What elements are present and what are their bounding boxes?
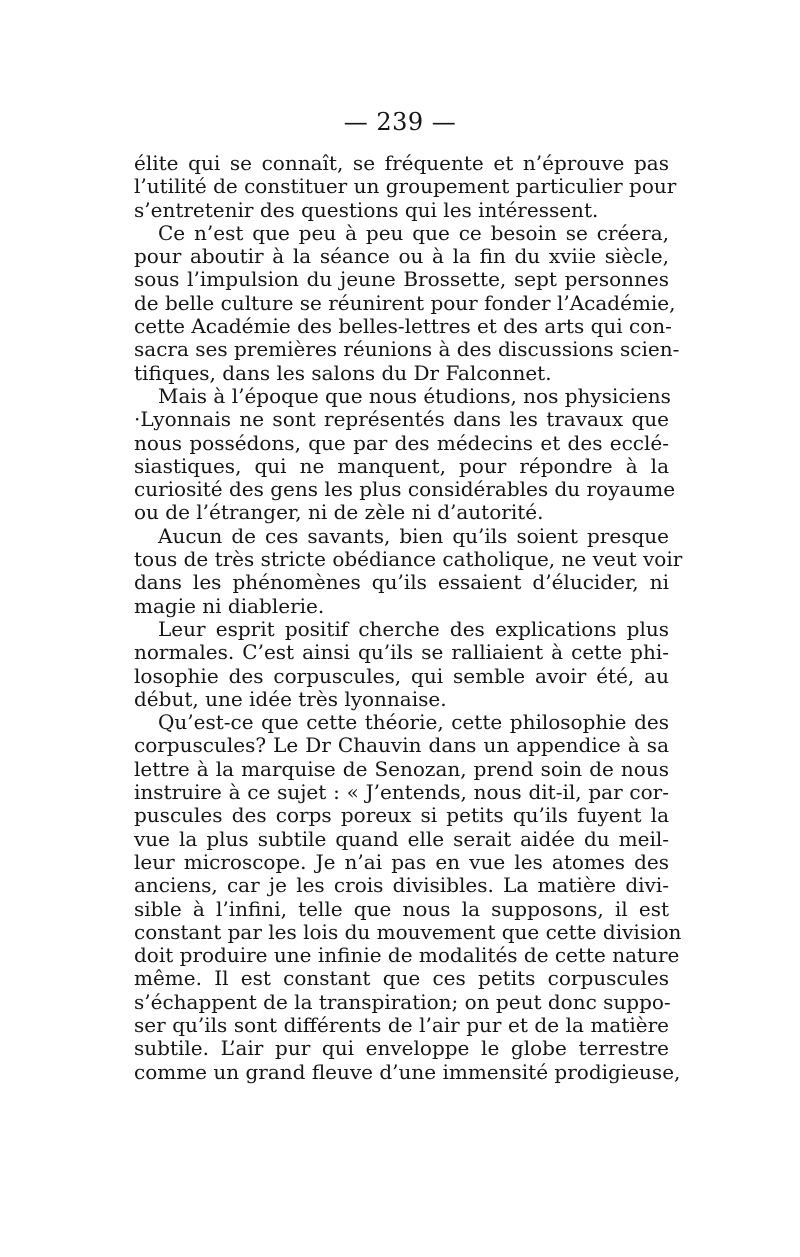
text-line: siastiques, qui ne manquent, pour répondre à la <box>134 453 669 478</box>
text-line: ou de l’étranger, ni de zèle ni d’autorité. <box>134 500 544 525</box>
page-number: — 239 — <box>343 108 457 136</box>
text-line: cette Académie des belles-lettres et des arts qui con- <box>134 314 672 339</box>
text-line: corpuscules? Le Dr Chauvin dans un appendice à sa <box>134 733 669 758</box>
text-line: pour aboutir à la séance ou à la fin du xviie siècle, <box>134 244 669 269</box>
text-line: l’utilité de constituer un groupement particulier pour <box>134 174 677 199</box>
text-line: Ce n’est que peu à peu que ce besoin se créera, <box>158 220 669 245</box>
text-line: début, une idée très lyonnaise. <box>134 686 447 711</box>
text-line: leur microscope. Je n’ai pas en vue les atomes des <box>134 849 669 874</box>
text-line: s’entretenir des questions qui les intéressent. <box>134 197 599 222</box>
text-line: sible à l’infini, telle que nous la supposons, il est <box>134 896 669 921</box>
text-line: comme un grand fleuve d’une immensité prodigieuse, <box>134 1059 681 1084</box>
text-line: élite qui se connaît, se fréquente et n’éprouve pas <box>134 151 669 175</box>
text-line: losophie des corpuscules, qui semble avoir été, au <box>134 663 669 688</box>
text-line: puscules des corps poreux si petits qu’ils fuyent la <box>134 803 669 828</box>
text-line: instruire à ce sujet : « J’entends, nous dit-il, par cor- <box>134 780 669 805</box>
text-line: ·Lyonnais ne sont représentés dans les travaux que <box>134 407 669 432</box>
text-line: doit produire une infinie de modalités de cette nature <box>134 943 680 968</box>
text-line: Leur esprit positif cherche des explications plus <box>158 616 669 641</box>
text-line: sous l’impulsion du jeune Brossette, sept personnes <box>134 267 669 292</box>
text-line: Aucun de ces savants, bien qu’ils soient presque <box>158 523 669 548</box>
text-line: dans les phénomènes qu’ils essaient d’élucider, ni <box>134 570 669 595</box>
text-line: s’échappent de la transpiration; on peut donc suppo- <box>134 989 671 1014</box>
text-line: de belle culture se réunirent pour fonder l’Académie, <box>134 290 676 315</box>
text-line: sacra ses premières réunions à des discussions scien- <box>134 337 680 362</box>
text-line: normales. C’est ainsi qu’ils se ralliaient à cette phi- <box>134 640 669 665</box>
text-line: même. Il est constant que ces petits corpuscules <box>134 966 669 991</box>
text-line: nous possédons, que par des médecins et des ecclé- <box>134 430 669 455</box>
text-line: ser qu’ils sont différents de l’air pur et de la matière <box>134 1012 669 1037</box>
body-text <box>134 151 683 1084</box>
text-line: subtile. L’air pur qui enveloppe le globe terrestre <box>134 1036 669 1061</box>
text-line: lettre à la marquise de Senozan, prend soin de nous <box>134 756 669 781</box>
text-line: vue la plus subtile quand elle serait aidée du meil- <box>134 826 669 851</box>
text-line: constant par les lois du mouvement que cette division <box>134 919 682 944</box>
text-line: Mais à l’époque que nous étudions, nos physiciens <box>158 383 671 408</box>
text-line: Qu’est-ce que cette théorie, cette philosophie des <box>158 710 669 735</box>
text-line: tous de très stricte obédiance catholique, ne veut voir <box>134 547 683 572</box>
text-line: curiosité des gens les plus considérables du royaume <box>134 477 676 502</box>
text-line: magie ni diablerie. <box>134 593 325 618</box>
text-line: tifiques, dans les salons du Dr Falconnet. <box>134 360 552 385</box>
text-line: anciens, car je les crois divisibles. La matière divi- <box>134 873 669 898</box>
